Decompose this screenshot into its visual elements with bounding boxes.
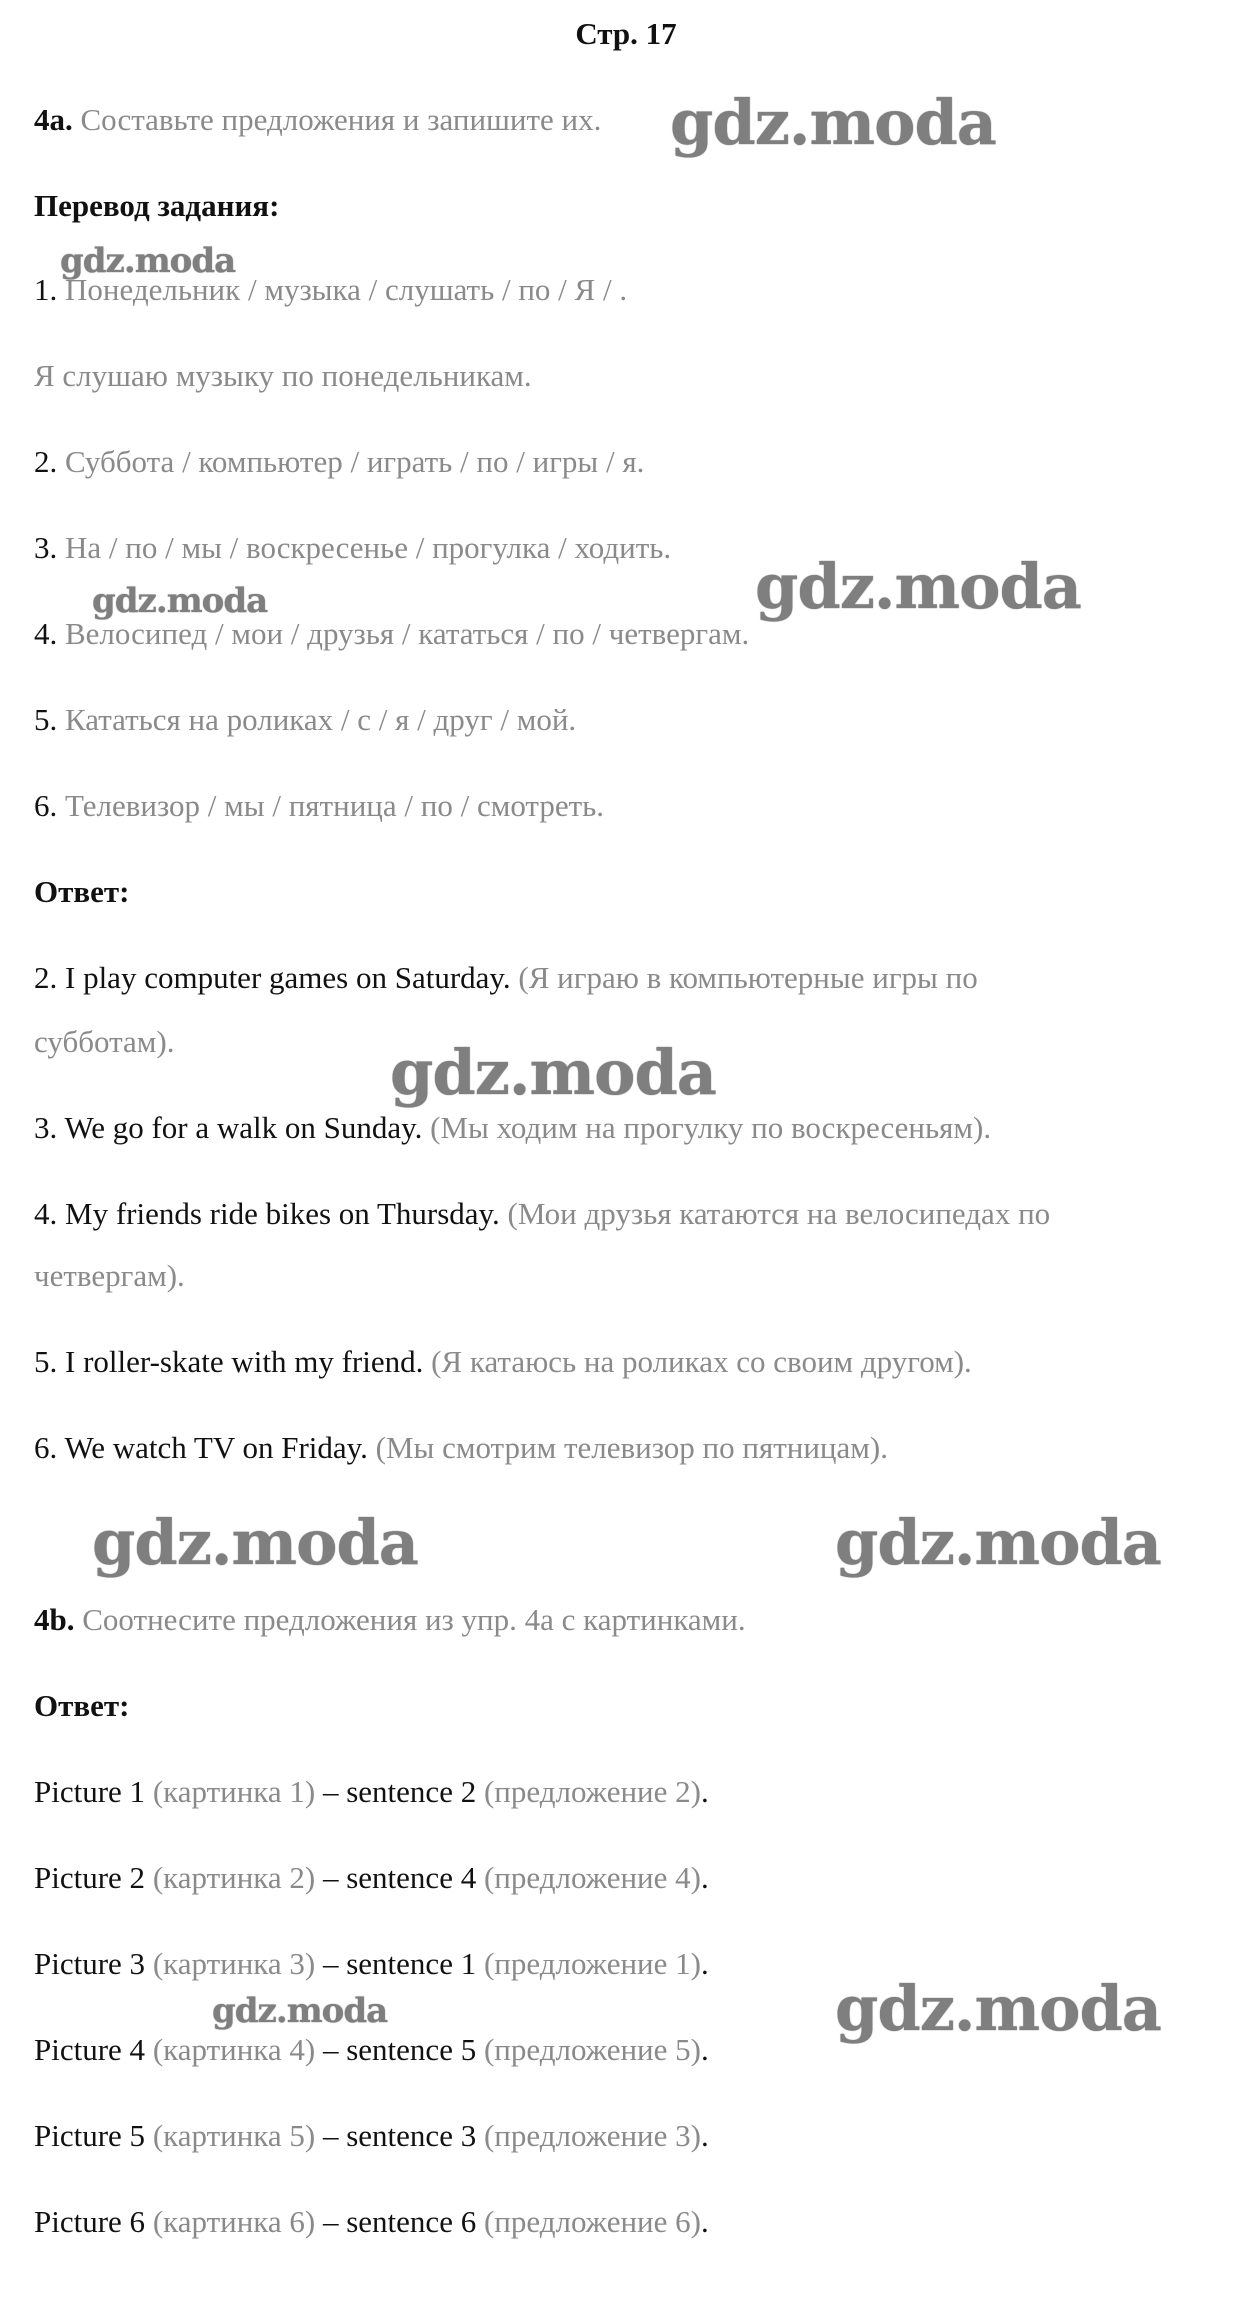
sentence-label-ru: (предложение 4)	[483, 1860, 701, 1895]
answer-russian: (Мы ходим на прогулку по воскресеньям).	[430, 1110, 992, 1145]
translation-line-6	[34, 786, 1218, 826]
period: .	[700, 1946, 709, 1981]
sentence-label-ru: (предложение 5)	[483, 2032, 701, 2067]
watermark: gdz.moda	[212, 1991, 388, 2031]
picture-label: Picture 2	[34, 1860, 146, 1895]
task-4a-text: Составьте предложения и запишите их.	[80, 102, 602, 137]
translation-text: Велосипед / мои / друзья / кататься / по / четвергам.	[65, 616, 750, 651]
answer-4a-4-cont: четвергам).	[34, 1258, 185, 1293]
translation-number: 3.	[34, 530, 58, 565]
dash: –	[322, 1860, 339, 1895]
translation-text: На / по / мы / воскресенье / прогулка / ходить.	[65, 530, 672, 565]
period: .	[700, 1860, 709, 1895]
watermark: gdz.moda	[92, 1506, 418, 1579]
task-4b	[34, 1600, 1218, 1640]
task-4a-number: 4a.	[34, 102, 73, 137]
answer-4b-1	[34, 1772, 1218, 1812]
translation-text: Кататься на роликах / с / я / друг / мой.	[65, 702, 577, 737]
translation-number: 1.	[34, 272, 58, 307]
translation-text: Телевизор / мы / пятница / по / смотреть.	[65, 788, 605, 823]
answer-heading: Ответ:	[34, 874, 130, 909]
dash: –	[322, 1946, 339, 1981]
task-4b-number: 4b.	[34, 1602, 75, 1637]
watermark: gdz.moda	[755, 550, 1081, 623]
translation-number: 4.	[34, 616, 58, 651]
picture-label: Picture 4	[34, 2032, 146, 2067]
watermark: gdz.moda	[60, 241, 236, 281]
translation-text: Понедельник / музыка / слушать / по / Я / .	[65, 272, 628, 307]
period: .	[700, 2204, 709, 2239]
sentence-label: sentence 1	[346, 1946, 477, 1981]
sentence-label-ru: (предложение 2)	[483, 1774, 701, 1809]
sentence-label: sentence 4	[346, 1860, 477, 1895]
task-4b-text: Соотнесите предложения из упр. 4a с картинками.	[82, 1602, 746, 1637]
picture-label: Picture 6	[34, 2204, 146, 2239]
dash: –	[322, 2032, 339, 2067]
period: .	[700, 2118, 709, 2153]
sentence-label: sentence 6	[346, 2204, 477, 2239]
translation-heading: Перевод задания:	[34, 188, 280, 223]
dash: –	[322, 1774, 339, 1809]
answer-english: 6. We watch TV on Friday.	[34, 1430, 368, 1465]
translation-line-5	[34, 700, 1218, 740]
translation-line-2	[34, 442, 1218, 482]
watermark: gdz.moda	[390, 1036, 716, 1109]
picture-label: Picture 1	[34, 1774, 146, 1809]
sentence-label-ru: (предложение 1)	[483, 1946, 701, 1981]
answer-english: 2. I play computer games on Saturday.	[34, 960, 511, 995]
picture-label-ru: (картинка 1)	[152, 1774, 316, 1809]
answer-4a-6	[34, 1428, 1218, 1468]
page-title: Стр. 17	[575, 16, 677, 51]
picture-label-ru: (картинка 4)	[152, 2032, 316, 2067]
answer-russian: (Мы смотрим телевизор по пятницам).	[375, 1430, 888, 1465]
answer-4b-5	[34, 2116, 1218, 2156]
answer-english: 3. We go for a walk on Sunday.	[34, 1110, 423, 1145]
answer-4a-3	[34, 1108, 1218, 1148]
answer-english: 5. I roller-skate with my friend.	[34, 1344, 424, 1379]
watermark: gdz.moda	[92, 581, 268, 621]
answer-4a-2-cont: субботам).	[34, 1024, 175, 1059]
sentence-label: sentence 3	[346, 2118, 477, 2153]
period: .	[700, 2032, 709, 2067]
picture-label-ru: (картинка 2)	[152, 1860, 316, 1895]
answer-russian: (Я играю в компьютерные игры по	[518, 960, 978, 995]
task-4a	[34, 100, 1218, 140]
sentence-label-ru: (предложение 6)	[483, 2204, 701, 2239]
watermark: gdz.moda	[835, 1972, 1161, 2045]
answer-4a-2	[34, 958, 1218, 998]
answer-4a-5	[34, 1342, 1218, 1382]
picture-label-ru: (картинка 3)	[152, 1946, 316, 1981]
picture-label-ru: (картинка 5)	[152, 2118, 316, 2153]
sentence-label: sentence 5	[346, 2032, 477, 2067]
answer-4b-2	[34, 1858, 1218, 1898]
answer-4a-4	[34, 1194, 1218, 1234]
picture-label: Picture 5	[34, 2118, 146, 2153]
answer-4b-6	[34, 2202, 1218, 2242]
translation-example: Я слушаю музыку по понедельникам.	[34, 358, 532, 393]
translation-number: 6.	[34, 788, 58, 823]
sentence-label: sentence 2	[346, 1774, 477, 1809]
answer-heading-4b: Ответ:	[34, 1688, 130, 1723]
picture-label-ru: (картинка 6)	[152, 2204, 316, 2239]
answer-english: 4. My friends ride bikes on Thursday.	[34, 1196, 500, 1231]
answer-russian: (Мои друзья катаются на велосипедах по	[507, 1196, 1051, 1231]
picture-label: Picture 3	[34, 1946, 146, 1981]
dash: –	[322, 2118, 339, 2153]
watermark: gdz.moda	[835, 1506, 1161, 1579]
answer-russian: (Я катаюсь на роликах со своим другом).	[431, 1344, 972, 1379]
translation-number: 5.	[34, 702, 58, 737]
sentence-label-ru: (предложение 3)	[483, 2118, 701, 2153]
watermark: gdz.moda	[670, 86, 996, 159]
translation-number: 2.	[34, 444, 58, 479]
dash: –	[322, 2204, 339, 2239]
translation-text: Суббота / компьютер / играть / по / игры / я.	[65, 444, 645, 479]
period: .	[700, 1774, 709, 1809]
